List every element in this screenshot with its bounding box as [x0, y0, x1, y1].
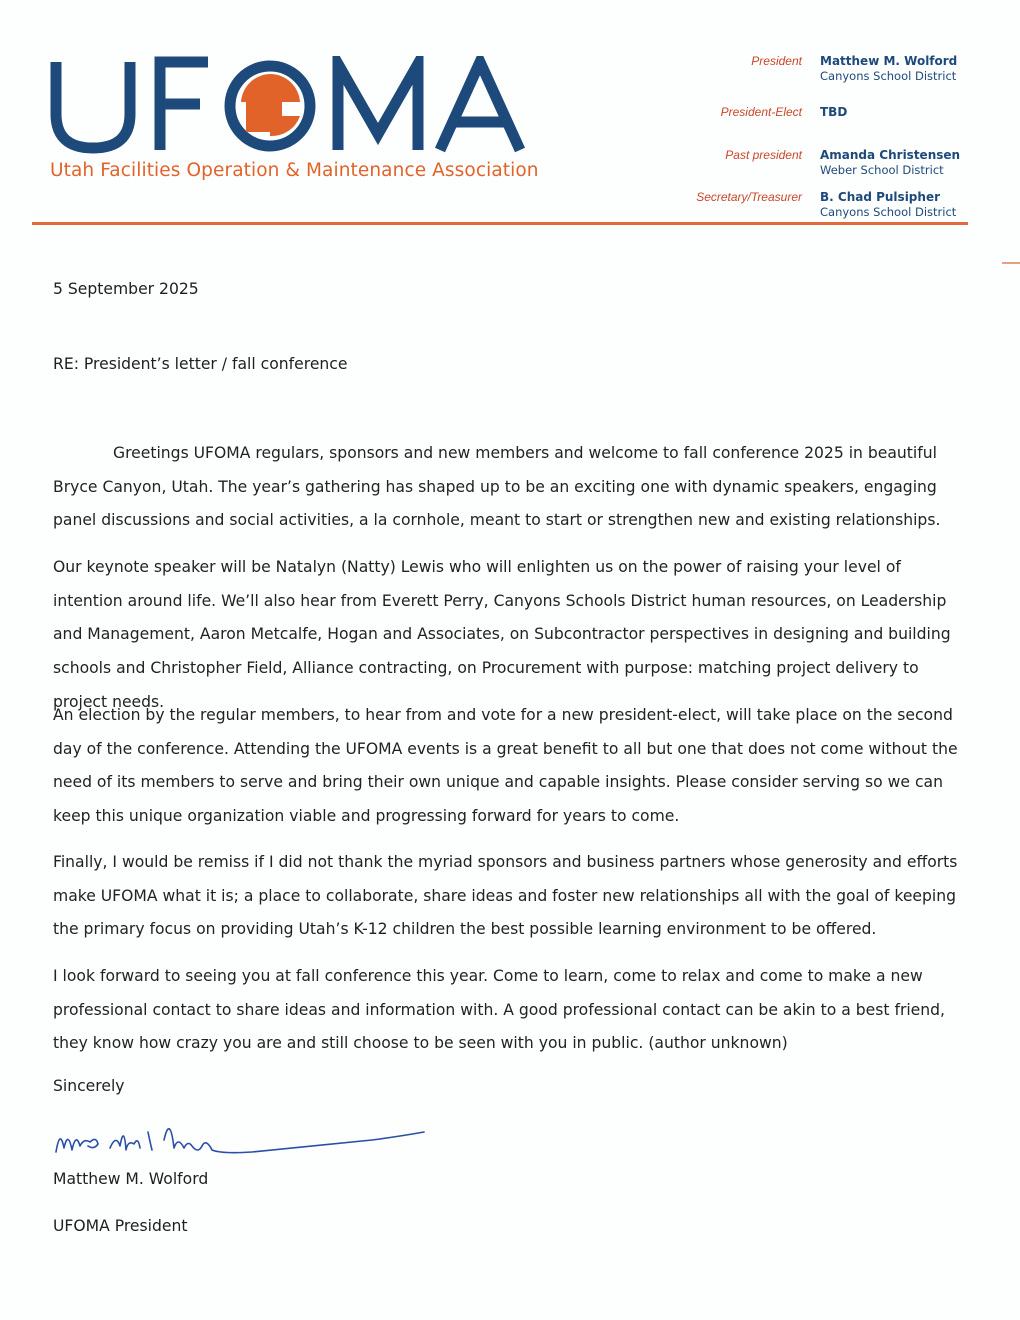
officer-role: President	[751, 54, 802, 68]
body-paragraph: Our keynote speaker will be Natalyn (Natty) Lewis who will enlighten us on the power of raising your level of intention around life. We’ll also hear from Everett Perry, Canyons Schools District human resources, on Leadership and Management, Aaron Metcalfe, Hogan and Associates, on Subcontractor perspectives in designing and building schools and Christopher Field, Alliance contracting, on Procurement with purpose: matching project delivery to project needs.	[53, 558, 951, 711]
letter-date: 5 September 2025	[53, 280, 199, 298]
ufoma-logo-mark	[48, 56, 528, 156]
officer-role: Past president	[725, 148, 802, 162]
officer-name: B. Chad Pulsipher	[820, 190, 940, 204]
officer-name: Amanda Christensen	[820, 148, 961, 162]
letter-subject: RE: President’s letter / fall conference	[53, 355, 348, 373]
officer-name: TBD	[820, 105, 848, 119]
signer-title: UFOMA President	[53, 1217, 188, 1235]
body-paragraph: Finally, I would be remiss if I did not thank the myriad sponsors and business partners whose generosity and efforts make UFOMA what it is; a place to collaborate, share ideas and foster new relationships all with the goal of keeping the primary focus on providing Utah’s K-12 children the best possible learning environment to be offered.	[53, 853, 958, 939]
body-paragraph: An election by the regular members, to hear from and vote for a new president-elect, will take place on the second day of the conference. Attending the UFOMA events is a great benefit to all but one that does not come without the need of its members to serve and bring their own unique and capable insights. Please consider serving so we can keep this unique organization viable and progressing forward for years to come.	[53, 706, 958, 826]
body-paragraph: Greetings UFOMA regulars, sponsors and new members and welcome to fall conference 2025 in beautiful Bryce Canyon, Utah. The year’s gathering has shaped up to be an exciting one with dynamic speakers, engaging panel discussions and social activities, a la cornhole, meant to start or strengthen new and existing relationships.	[53, 444, 941, 530]
officer-district: Canyons School District	[820, 205, 957, 219]
officer-district: Weber School District	[820, 163, 944, 177]
officer-role: President-Elect	[720, 105, 802, 119]
body-paragraph: I look forward to seeing you at fall conference this year. Come to learn, come to relax and come to make a new professional contact to share ideas and information with. A good professional contact can be akin to a best friend, they know how crazy you are and still choose to be seen with you in public. (author unknown)	[53, 967, 946, 1053]
closing: Sincerely	[53, 1077, 125, 1095]
officer-district: Canyons School District	[820, 69, 957, 83]
signature-drawing	[52, 1110, 432, 1170]
scan-edge-mark	[1002, 262, 1020, 264]
officer-role: Secretary/Treasurer	[696, 190, 802, 204]
officer-name: Matthew M. Wolford	[820, 54, 958, 68]
handwritten-signature	[52, 1110, 432, 1175]
signer-name: Matthew M. Wolford	[53, 1170, 209, 1188]
header-divider	[32, 222, 968, 225]
organization-name: Utah Facilities Operation & Maintenance Association	[50, 160, 539, 181]
